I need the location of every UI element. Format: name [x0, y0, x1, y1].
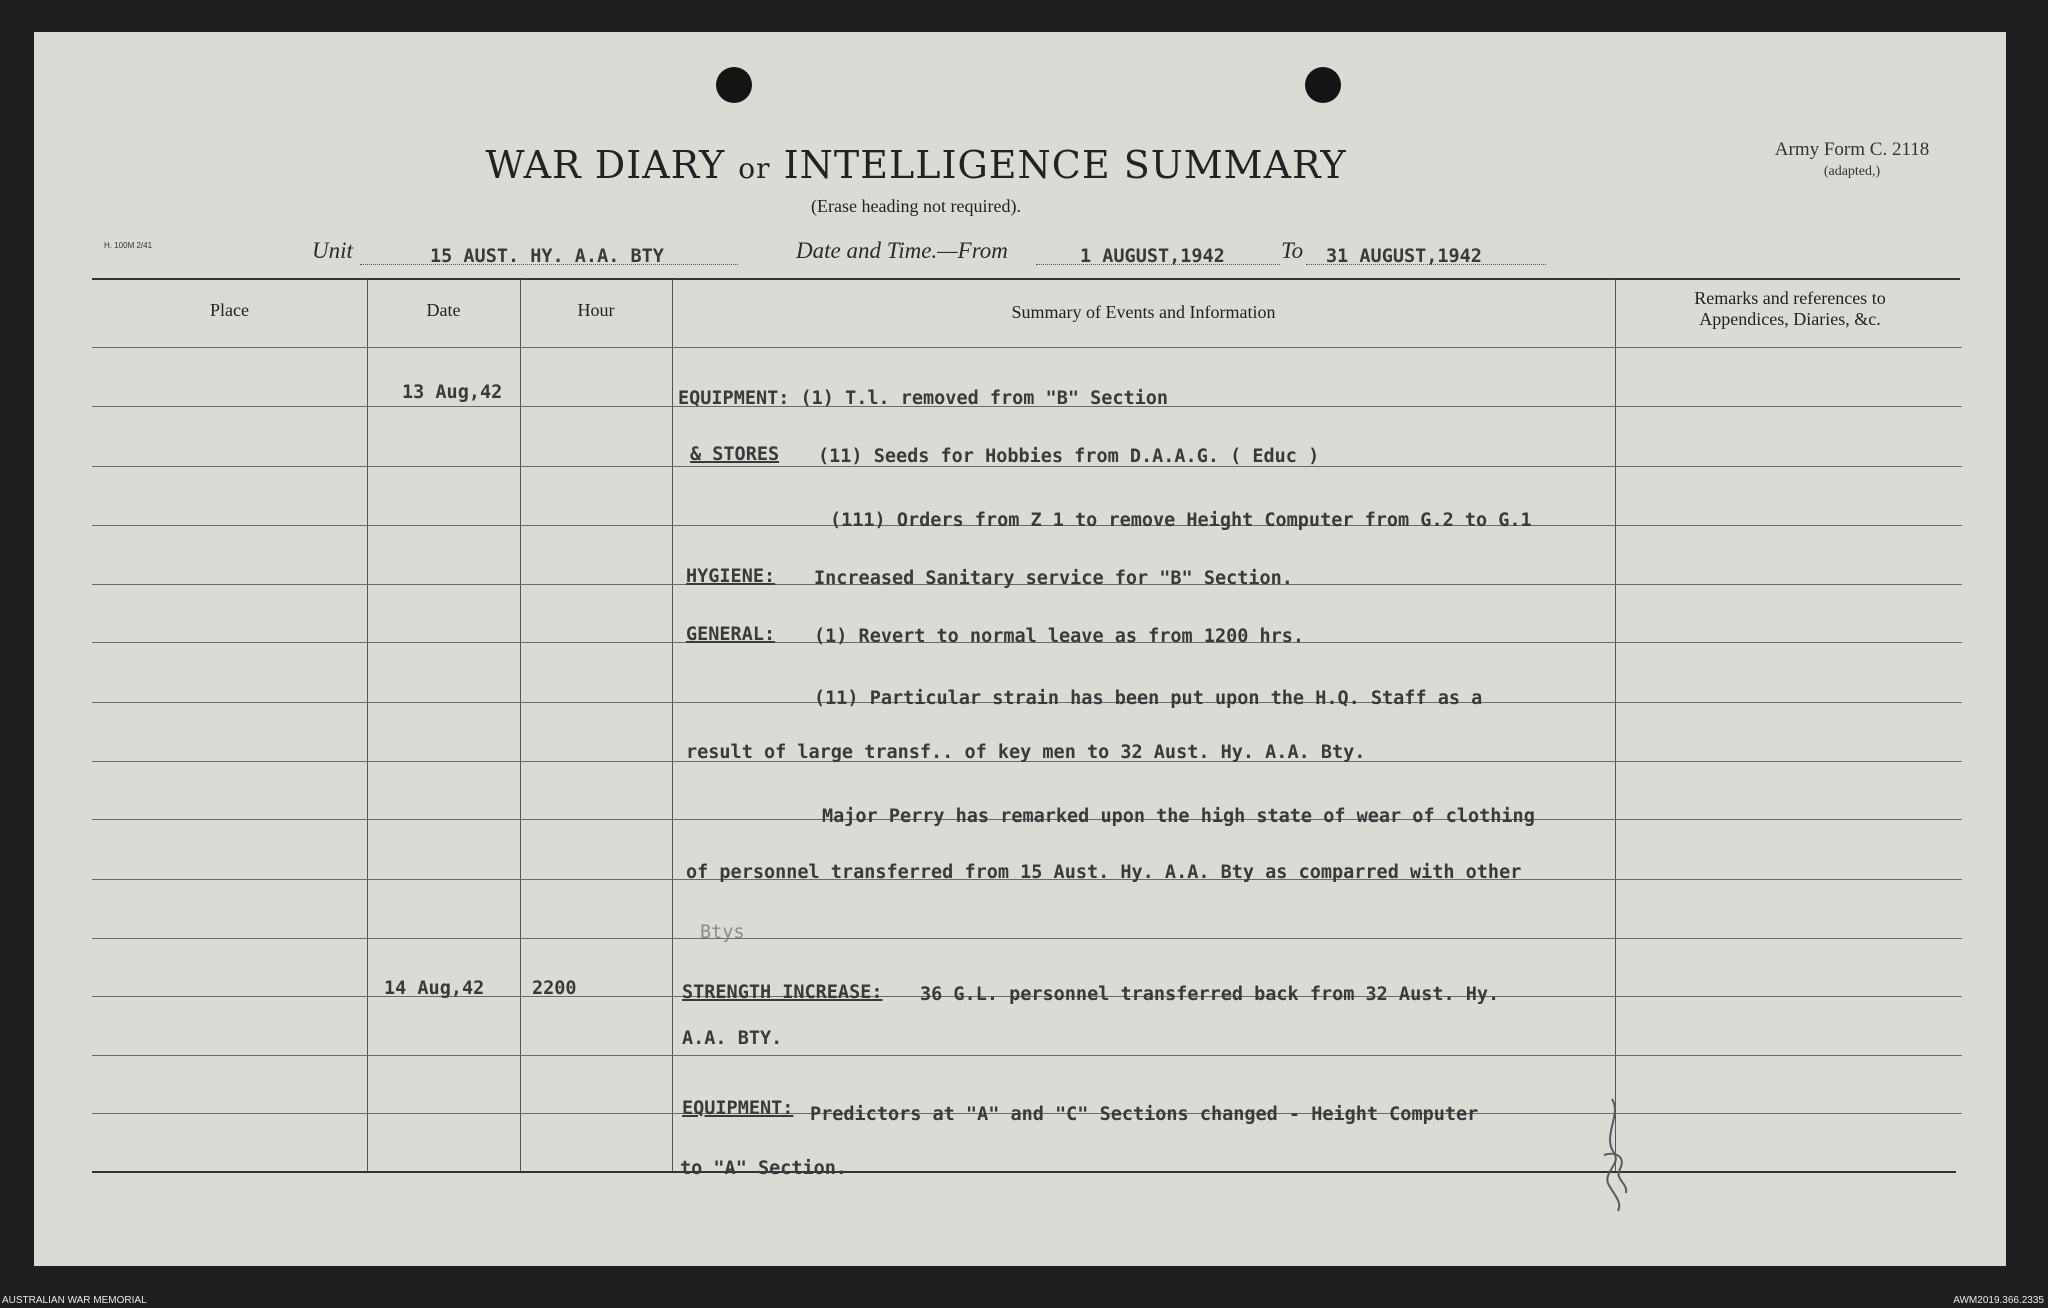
entry-line-7: result of large transf.. of key men to 32 Aust. Hy. A.A. Bty.	[686, 742, 1366, 763]
ruled-line	[92, 1055, 1962, 1056]
column-divider-date	[520, 279, 521, 1171]
column-divider-hour	[672, 279, 673, 1171]
table-bottom-rule	[92, 1171, 1956, 1173]
date-from: 1 AUGUST,1942	[1080, 246, 1225, 267]
entry-line-13-heading: EQUIPMENT:	[682, 1098, 794, 1119]
entry-line-10: Btys	[700, 922, 745, 943]
title-intelligence-summary: INTELLIGENCE SUMMARY	[783, 143, 1347, 187]
entry-line-14: to "A" Section.	[680, 1158, 848, 1179]
ruled-line	[92, 938, 1962, 939]
unit-value: 15 AUST. HY. A.A. BTY	[430, 246, 664, 267]
form-number	[1722, 138, 1982, 181]
entry-line-5-text: (1) Revert to normal leave as from 1200 hrs.	[814, 626, 1305, 647]
column-header-place: Place	[210, 300, 249, 320]
title-war-diary: WAR DIARY	[485, 143, 726, 187]
entry-line-12: A.A. BTY.	[682, 1028, 783, 1049]
column-header-remarks: Remarks and references to Appendices, Diaries, &c.	[1694, 288, 1886, 329]
print-code: H. 100M 2/41	[104, 241, 153, 250]
entry-line-5-heading: GENERAL:	[686, 624, 776, 645]
footer-right: AWM2019.366.2335	[1953, 1295, 2044, 1306]
column-header-summary: Summary of Events and Information	[1011, 302, 1276, 322]
table-top-rule	[92, 278, 1960, 280]
to-label: To	[1281, 238, 1304, 263]
form-number-text: Army Form C. 2118	[1774, 139, 1930, 160]
entry-date-1: 13 Aug,42	[402, 382, 503, 403]
form-adapted: (adapted,)	[1823, 163, 1881, 179]
ruled-line	[92, 347, 1962, 348]
column-header-date: Date	[426, 300, 461, 320]
column-divider-place	[367, 279, 368, 1171]
entry-line-2-heading: & STORES	[690, 444, 780, 465]
entry-line-8: Major Perry has remarked upon the high state of wear of clothing	[822, 806, 1535, 827]
diary-sheet	[34, 32, 2006, 1266]
date-to: 31 AUGUST,1942	[1326, 246, 1482, 267]
footer-left: AUSTRALIAN WAR MEMORIAL	[2, 1295, 147, 1306]
entry-line-6: (11) Particular strain has been put upon the H.Q. Staff as a	[814, 688, 1483, 709]
entry-line-9: of personnel transferred from 15 Aust. Hy. A.A. Bty as comparred with other	[686, 862, 1522, 883]
punch-hole-right	[1305, 67, 1341, 103]
entry-hour-2: 2200	[532, 978, 577, 999]
entry-line-2-text: (11) Seeds for Hobbies from D.A.A.G. ( Educ )	[818, 446, 1320, 467]
entry-line-11-text: 36 G.L. personnel transferred back from 32 Aust. Hy.	[920, 984, 1500, 1005]
entry-date-2: 14 Aug,42	[384, 978, 485, 999]
unit-label: Unit	[312, 238, 353, 263]
entry-line-11-heading: STRENGTH INCREASE:	[682, 982, 883, 1003]
handwritten-initials-icon	[1592, 1095, 1642, 1213]
entry-line-4-text: Increased Sanitary service for "B" Section.	[814, 568, 1293, 589]
subtitle: (Erase heading not required).	[811, 196, 1021, 216]
entry-line-3: (111) Orders from Z 1 to remove Height Computer from G.2 to G.1	[830, 510, 1532, 531]
column-divider-summary	[1615, 279, 1616, 1171]
column-header-hour: Hour	[577, 300, 615, 320]
entry-line-4-heading: HYGIENE:	[686, 566, 776, 587]
page-title	[466, 143, 1366, 187]
title-or: or	[738, 152, 771, 185]
entry-line-1: EQUIPMENT: (1) T.l. removed from "B" Section	[678, 388, 1169, 409]
entry-line-13-text: Predictors at "A" and "C" Sections changed - Height Computer	[810, 1104, 1479, 1125]
punch-hole-left	[716, 67, 752, 103]
date-label: Date and Time.—From	[796, 238, 1008, 263]
